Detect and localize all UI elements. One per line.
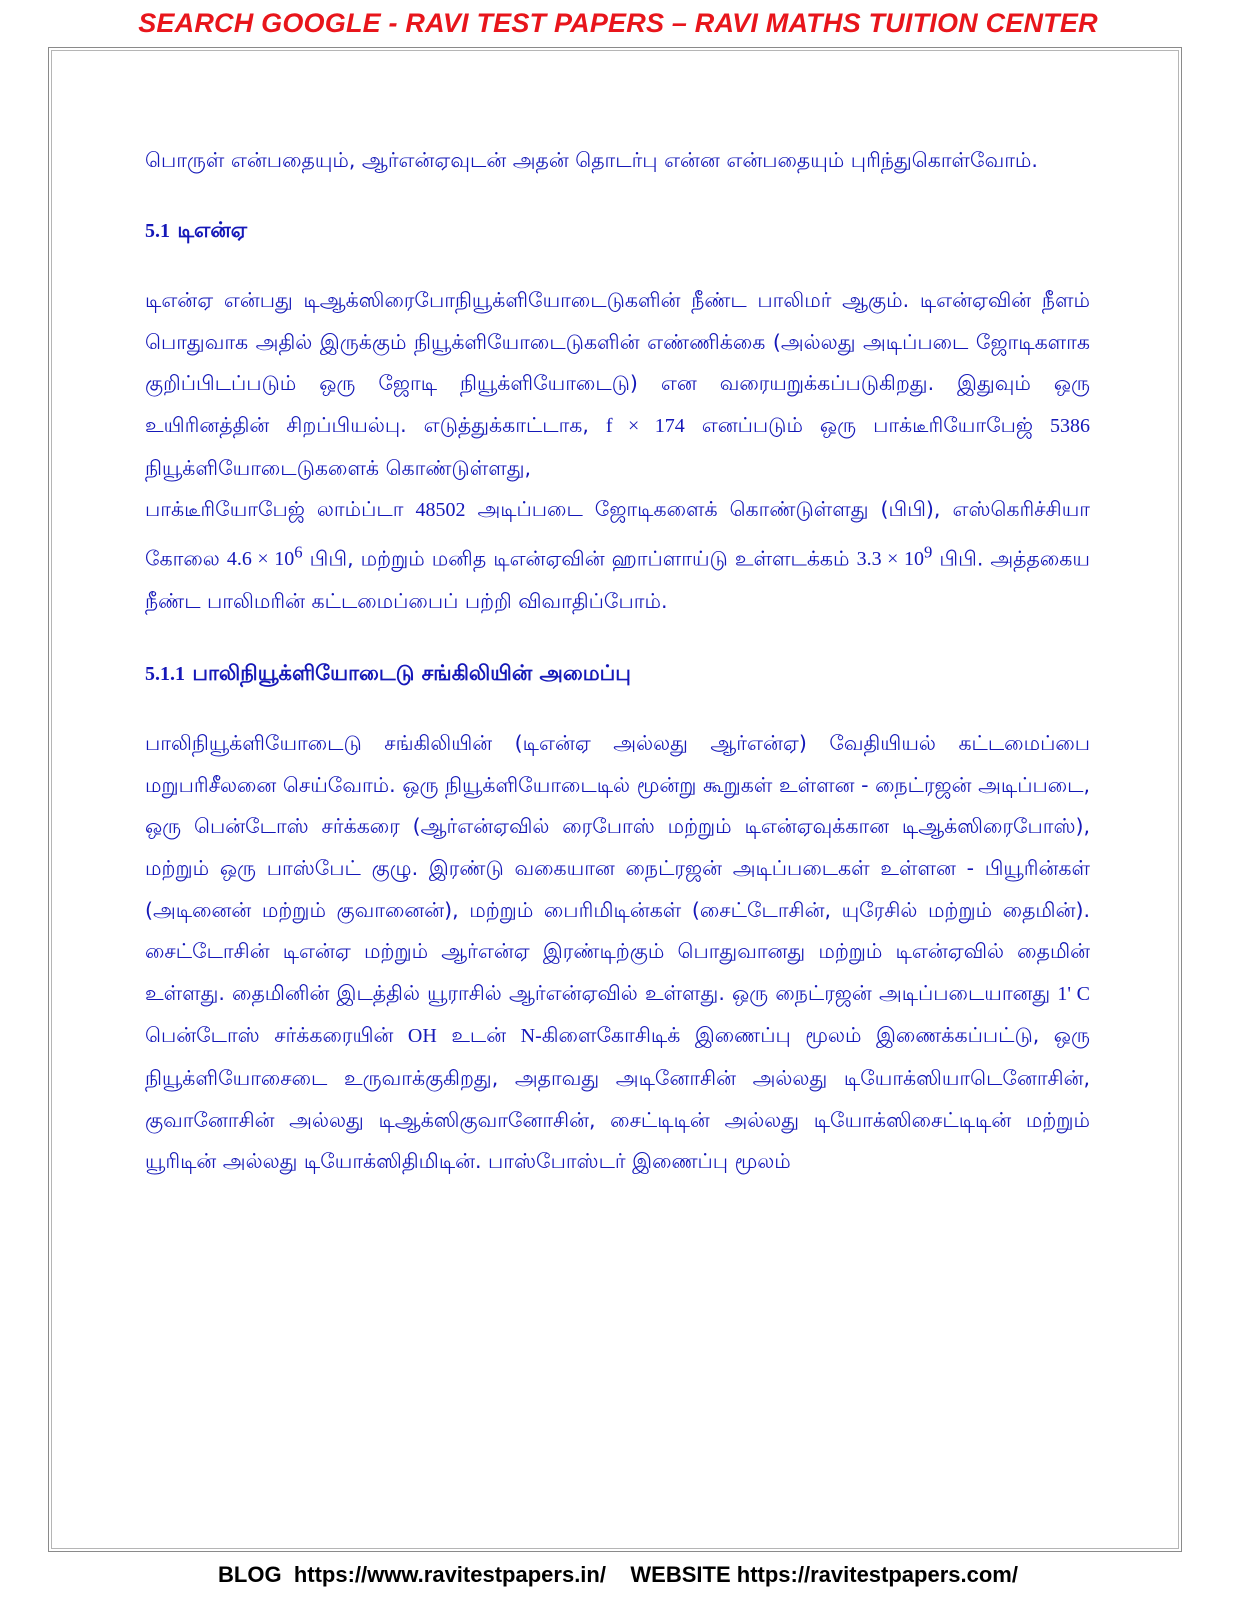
text-run: பென்டோஸ் சர்க்கரையின் — [145, 1023, 394, 1048]
ecoli-bp-value — [226, 542, 303, 571]
website-link[interactable]: https://ravitestpapers.com/ — [736, 1562, 1018, 1587]
mantissa: 4.6 × 10 — [226, 548, 295, 571]
text-run: அடிப்படை ஜோடிகளைக் கொண்டுள்ளது (பிபி), எஸ்கெரிச்சியா கோலை — [145, 497, 1090, 571]
hydroxyl-group: OH — [407, 1025, 437, 1048]
section-number: 5.1 — [145, 219, 170, 242]
text-run: உடன் — [451, 1023, 507, 1048]
carbon-position: 1' C — [1057, 982, 1090, 1005]
footer-links — [0, 1562, 1236, 1588]
text-run: பிபி. அத்தகைய நீண்ட பாலிமரின் கட்டமைப்பைப் பற்றி விவாதிப்போம். — [145, 546, 1090, 613]
phage-name: f × 174 — [605, 414, 685, 437]
n-prefix: N- — [520, 1025, 542, 1048]
text-run: நியூக்ளியோடைடுகளைக் கொண்டுள்ளது, — [145, 455, 532, 480]
document-body — [145, 140, 1090, 1183]
text-run: எனப்படும் ஒரு பாக்டீரியோபேஜ் — [701, 412, 1033, 437]
header-banner: SEARCH GOOGLE - RAVI TEST PAPERS – RAVI MATHS TUITION CENTER — [138, 8, 1098, 38]
section-title: பாலிநியூக்ளியோடைடு சங்கிலியின் அமைப்பு — [192, 660, 631, 685]
lambda-bp-count: 48502 — [415, 499, 466, 522]
polynucleotide-paragraph — [145, 723, 1090, 1183]
section-heading-5-1 — [145, 210, 1090, 253]
exponent: 6 — [294, 542, 303, 562]
blog-link[interactable]: https://www.ravitestpapers.in/ — [293, 1562, 606, 1587]
website-label: WEBSITE — [630, 1562, 731, 1587]
exponent: 9 — [924, 542, 933, 562]
dna-paragraph-1 — [145, 280, 1090, 489]
nucleotide-count: 5386 — [1049, 414, 1090, 437]
text-run: கிளைகோசிடிக் இணைப்பு மூலம் இணைக்கப்பட்டு, ஒரு நியூக்ளியோசைடை உருவாக்குகிறது, அதாவது அடினோசின் அல்லது டியோக்ஸியாடெனோசின், குவானோசின் அல்லது டிஆக்ஸிகுவானோசின், சைட்டிடின் அல்லது டியோக்ஸிசைட்டிடின் மற்றும் யூரிடின் அல்லது டியோக்ஸிதிமிடின். பாஸ்போஸ்டர் இணைப்பு மூலம் — [145, 1023, 1090, 1174]
human-bp-value — [856, 542, 933, 571]
dna-paragraph-2 — [145, 489, 1090, 622]
intro-paragraph: பொருள் என்பதையும், ஆர்என்ஏவுடன் அதன் தொடர்பு என்ன என்பதையும் புரிந்துகொள்வோம். — [145, 148, 1038, 172]
section-heading-5-1-1 — [145, 653, 1090, 696]
section-title: டிஎன்ஏ — [177, 217, 248, 242]
section-number: 5.1.1 — [145, 662, 185, 685]
blog-label: BLOG — [218, 1562, 282, 1587]
text-run: பிபி, மற்றும் மனித டிஎன்ஏவின் ஹாப்ளாய்டு உள்ளடக்கம் — [309, 546, 850, 571]
mantissa: 3.3 × 10 — [856, 548, 925, 571]
text-run: டிஎன்ஏ என்பது டிஆக்ஸிரைபோநியூக்ளியோடைடுகளின் நீண்ட பாலிமர் ஆகும். டிஎன்ஏவின் நீளம் பொதுவாக அதில் இருக்கும் நியூக்ளியோடைடுகளின் எண்ணிக்கை (அல்லது அடிப்படை ஜோடிகளாக குறிப்பிடப்படும் ஒரு ஜோடி நியூக்ளியோடைடு) என வரையறுக்கப்படுகிறது. இதுவும் ஒரு உயிரினத்தின் சிறப்பியல்பு. எடுத்துக்காட்டாக, — [145, 288, 1090, 437]
text-run: பாலிநியூக்ளியோடைடு சங்கிலியின் (டிஎன்ஏ அல்லது ஆர்என்ஏ) வேதியியல் கட்டமைப்பை மறுபரிசீலனை செய்வோம். ஒரு நியூக்ளியோடைடில் மூன்று கூறுகள் உள்ளன - நைட்ரஜன் அடிப்படை, ஒரு பென்டோஸ் சர்க்கரை (ஆர்என்ஏவில் ரைபோஸ் மற்றும் டிஎன்ஏவுக்கான டிஆக்ஸிரைபோஸ்), மற்றும் ஒரு பாஸ்பேட் குழு. இரண்டு வகையான நைட்ரஜன் அடிப்படைகள் உள்ளன - பியூரின்கள் (அடினைன் மற்றும் குவானைன்), மற்றும் பைரிமிடின்கள் (சைட்டோசின், யுரேசில் மற்றும் தைமின்). சைட்டோசின் டிஎன்ஏ மற்றும் ஆர்என்ஏ இரண்டிற்கும் பொதுவானது மற்றும் டிஎன்ஏவில் தைமின் உள்ளது. தைமினின் இடத்தில் யூராசில் ஆர்என்ஏவில் உள்ளது. ஒரு நைட்ரஜன் அடிப்படையானது — [145, 731, 1090, 1005]
text-run: பாக்டீரியோபேஜ் லாம்ப்டா — [145, 497, 404, 522]
